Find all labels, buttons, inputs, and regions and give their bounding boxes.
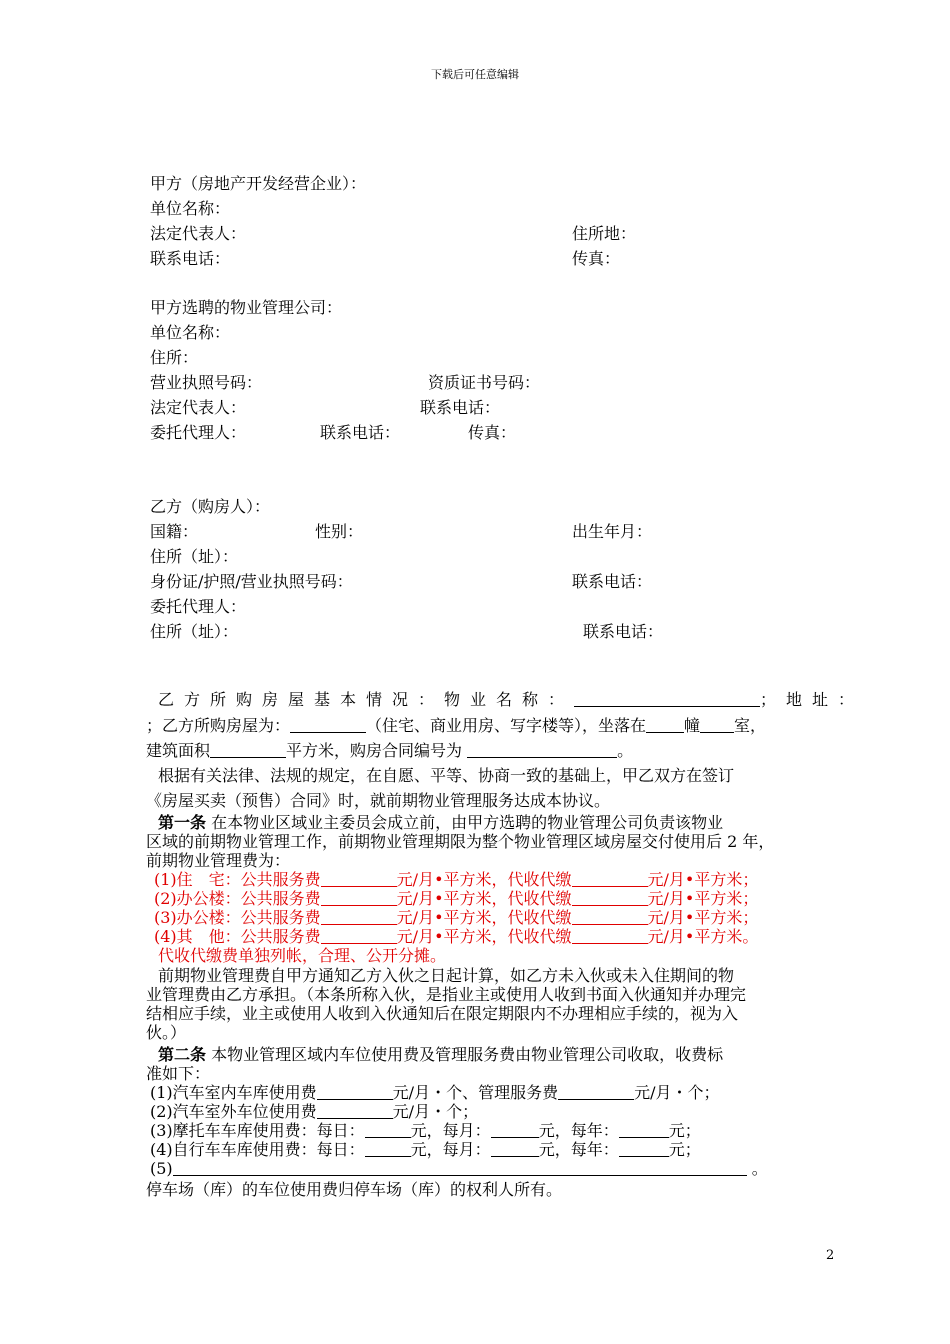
parking-row-2-end: 元/月・个； [392, 1102, 479, 1121]
fee-row-4-blank-b[interactable] [572, 929, 648, 944]
company-rep: 法定代表人： [150, 398, 247, 417]
address-label: ；地址： [760, 690, 865, 709]
fee-row-1-mid: 元/月•平方米，代收代缴 [396, 870, 572, 889]
parking-row-3-blank-year[interactable] [619, 1123, 669, 1138]
parking-row-4 [150, 1140, 701, 1160]
parking-row-1-blank-a[interactable] [317, 1085, 393, 1100]
room-blank[interactable] [700, 718, 734, 733]
article-1-line-2: 区域的前期物业管理工作，前期物业管理期限为整个物业管理区域房屋交付使用后 2 年， [146, 832, 775, 851]
parking-row-2-label: (2)汽车室外车位使用费 [150, 1102, 317, 1121]
fee-row-3-label: (3)办公楼：公共服务费 [154, 908, 321, 927]
fee-row-3-blank-a[interactable] [321, 910, 397, 925]
parking-row-5-end: 。 [751, 1159, 768, 1178]
article-1-line-1 [158, 813, 723, 833]
fee-row-2-label: (2)办公楼：公共服务费 [154, 889, 321, 908]
parking-row-4-blank-year[interactable] [619, 1142, 669, 1157]
basis-line-1: 根据有关法律、法规的规定，在自愿、平等、协商一致的基础上，甲乙双方在签订 [158, 766, 735, 785]
property-name-blank[interactable] [574, 692, 760, 707]
parking-row-4-blank-day[interactable] [365, 1142, 411, 1157]
parking-row-1-mid: 元/月・个、管理服务费 [392, 1083, 559, 1102]
fee-row-1 [154, 870, 758, 890]
article-2-line-2: 准如下： [146, 1064, 211, 1083]
partyB-phone: 联系电话： [572, 572, 653, 591]
parking-row-3-end: 元； [668, 1121, 701, 1140]
page-number: 2 [826, 1248, 835, 1263]
area-blank[interactable] [210, 743, 286, 758]
article-1-text: 在本物业区域业主委员会成立前，由甲方选聘的物业管理公司负责该物业 [211, 813, 724, 832]
basis-line-2: 《房屋买卖（预售）合同》时，就前期物业管理服务达成本协议。 [146, 791, 611, 810]
fee-start-line-3: 结相应手续，业主或使用人收到入伙通知后在限定期限内不办理相应手续的，视为入 [146, 1004, 739, 1023]
contract-label: 平方米，购房合同编号为 [286, 741, 463, 760]
article-2-text: 本物业管理区域内车位使用费及管理服务费由物业管理公司收取，收费标 [211, 1045, 724, 1064]
fee-row-4-end: 元/月•平方米。 [647, 927, 759, 946]
property-line-2 [146, 716, 766, 736]
parking-row-4-year-label: 元，每年： [538, 1140, 619, 1159]
parking-row-4-blank-month[interactable] [491, 1142, 539, 1157]
parking-row-5 [150, 1159, 768, 1179]
partyB-birth: 出生年月： [572, 522, 653, 541]
article-1-line-3: 前期物业管理费为： [146, 851, 291, 870]
fee-start-line-4: 伙。） [146, 1023, 187, 1042]
partyA-fax: 传真： [572, 249, 621, 268]
partyA-title: 甲方（房地产开发经营企业）： [150, 174, 367, 193]
partyB-agent-address: 住所（址）： [150, 622, 239, 641]
fee-row-2-blank-b[interactable] [572, 891, 648, 906]
parking-row-5-blank[interactable] [173, 1161, 747, 1176]
partyA-address: 住所地： [572, 224, 637, 243]
company-agent: 委托代理人： [150, 423, 247, 442]
area-label: 建筑面积 [146, 741, 211, 760]
company-address: 住所： [150, 348, 199, 367]
fee-row-2-mid: 元/月•平方米，代收代缴 [396, 889, 572, 908]
contract-no-blank[interactable] [467, 743, 617, 758]
parking-row-3-month-label: 元，每月： [410, 1121, 491, 1140]
fee-row-2-blank-a[interactable] [321, 891, 397, 906]
parking-row-2 [150, 1102, 478, 1122]
partyA-phone: 联系电话： [150, 249, 231, 268]
fee-row-1-end: 元/月•平方米； [647, 870, 759, 889]
article-1-label: 第一条 [158, 813, 207, 832]
property-line-1 [158, 690, 864, 710]
fee-row-3-end: 元/月•平方米； [647, 908, 759, 927]
parking-row-1-label: (1)汽车室内车库使用费 [150, 1083, 317, 1102]
company-unit: 单位名称： [150, 323, 231, 342]
fee-row-1-blank-b[interactable] [572, 872, 648, 887]
fee-start-line-2: 业管理费由乙方承担。（本条所称入伙，是指业主或使用人收到书面入伙通知并办理完 [146, 985, 747, 1004]
fee-row-4-mid: 元/月•平方米，代收代缴 [396, 927, 572, 946]
parking-row-3-blank-month[interactable] [491, 1123, 539, 1138]
parking-row-4-month-label: 元，每月： [410, 1140, 491, 1159]
company-license: 营业执照号码： [150, 373, 263, 392]
parking-row-3-year-label: 元，每年： [538, 1121, 619, 1140]
parking-row-4-label: (4)自行车车库使用费：每日： [150, 1140, 365, 1159]
parking-row-1-blank-b[interactable] [558, 1085, 634, 1100]
partyA-rep: 法定代表人： [150, 224, 247, 243]
property-name-label: 乙方所购房屋基本情况：物业名称： [158, 690, 575, 709]
fee-row-1-blank-a[interactable] [321, 872, 397, 887]
fee-row-2-end: 元/月•平方米； [647, 889, 759, 908]
fee-note: 代收代缴费单独列帐，合理、公开分摊。 [158, 946, 447, 965]
property-type-blank[interactable] [290, 718, 366, 733]
building-blank[interactable] [646, 718, 684, 733]
company-agent-phone: 联系电话： [320, 423, 401, 442]
company-title: 甲方选聘的物业管理公司： [150, 298, 343, 317]
parking-row-3-blank-day[interactable] [365, 1123, 411, 1138]
partyB-nationality: 国籍： [150, 522, 199, 541]
fee-row-3-mid: 元/月•平方米，代收代缴 [396, 908, 572, 927]
property-line-3 [146, 741, 633, 761]
parking-ownership: 停车场（库）的车位使用费归停车场（库）的权利人所有。 [146, 1180, 563, 1199]
partyB-title: 乙方（购房人）： [150, 497, 271, 516]
page-header: 下载后可任意编辑 [431, 68, 519, 81]
company-cert: 资质证书号码： [428, 373, 541, 392]
company-rep-phone: 联系电话： [420, 398, 501, 417]
parking-row-4-end: 元； [668, 1140, 701, 1159]
fee-row-4 [154, 927, 758, 947]
partyB-gender: 性别： [315, 522, 364, 541]
fee-row-4-label: (4)其 他：公共服务费 [154, 927, 321, 946]
parking-row-1-end: 元/月・个； [634, 1083, 720, 1102]
company-agent-fax: 传真： [468, 423, 517, 442]
fee-row-3-blank-b[interactable] [572, 910, 648, 925]
parking-row-5-label: (5) [150, 1159, 173, 1178]
article-2-label: 第二条 [158, 1045, 207, 1064]
fee-row-2 [154, 889, 758, 909]
property-type-label: ；乙方所购房屋为： [146, 716, 291, 735]
building-label: 幢 [684, 716, 701, 735]
partyB-address: 住所（址）： [150, 547, 239, 566]
partyB-agent: 委托代理人： [150, 597, 247, 616]
parking-row-2-blank[interactable] [317, 1104, 393, 1119]
parking-row-3-label: (3)摩托车车库使用费：每日： [150, 1121, 365, 1140]
article-2-line-1 [158, 1045, 723, 1065]
fee-start-line-1: 前期物业管理费自甲方通知乙方入伙之日起计算，如乙方未入伙或未入住期间的物 [158, 966, 735, 985]
partyA-unit: 单位名称： [150, 199, 231, 218]
parking-row-3 [150, 1121, 701, 1141]
located-label: （住宅、商业用房、写字楼等），坐落在 [366, 716, 647, 735]
fee-row-1-label: (1)住 宅：公共服务费 [154, 870, 321, 889]
partyB-agent-phone: 联系电话： [583, 622, 664, 641]
parking-row-1 [150, 1083, 719, 1103]
fee-row-4-blank-a[interactable] [321, 929, 397, 944]
fee-row-3 [154, 908, 758, 928]
room-label: 室， [734, 716, 767, 735]
period: 。 [617, 741, 634, 760]
partyB-id: 身份证/护照/营业执照号码： [150, 572, 353, 591]
